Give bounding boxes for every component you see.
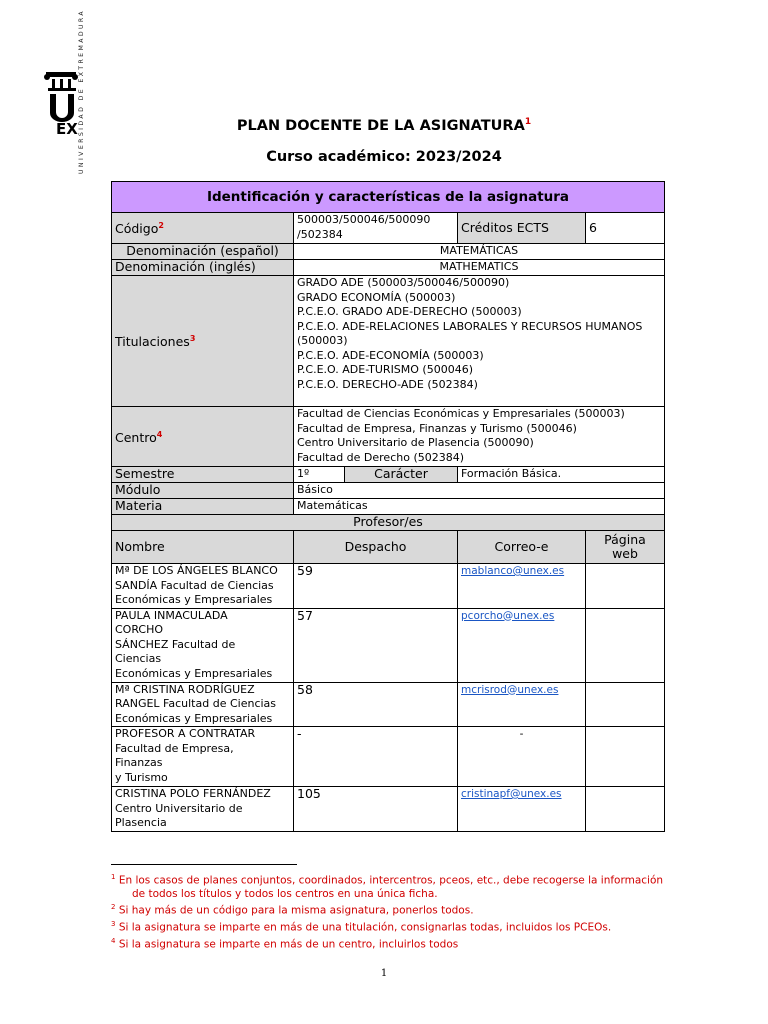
centre-item: Facultad de Ciencias Económicas y Empresariales (500003) — [297, 407, 625, 420]
degree-item: GRADO ECONOMÍA (500003) — [297, 290, 456, 304]
professor-name-line: Facultad de Empresa, — [115, 741, 234, 755]
degree-item: P.C.E.O. ADE-RELACIONES LABORALES Y RECURSOS HUMANOS — [297, 319, 643, 333]
logo-vertical-text: UNIVERSIDAD DE EXTREMADURA — [78, 8, 85, 174]
professor-name-line: SÁNCHEZ Facultad de — [115, 637, 236, 651]
footnote-number: 1 — [111, 873, 116, 881]
professor-email-link[interactable]: cristinapf@unex.es — [461, 788, 562, 800]
professor-name-line: Económicas y Empresariales — [115, 593, 273, 606]
professors-header: Profesor/es — [112, 515, 665, 531]
footnote-divider — [111, 864, 297, 865]
page-title — [0, 117, 768, 134]
footnote-text: En los casos de planes conjuntos, coordinados, intercentros, pceos, etc., debe recogerse la información — [118, 874, 664, 887]
footnote — [111, 918, 671, 935]
centre-label-text: Centro — [115, 429, 157, 445]
col-office-header: Despacho — [294, 531, 458, 564]
professor-office: 105 — [294, 787, 458, 832]
professor-name — [112, 682, 294, 727]
subject-label: Materia — [112, 499, 294, 515]
ects-value: 6 — [586, 213, 665, 244]
professor-name — [112, 787, 294, 832]
title-footnote-ref: 1 — [524, 117, 532, 127]
code-value — [294, 213, 458, 244]
degree-item: P.C.E.O. DERECHO-ADE (502384) — [297, 377, 478, 391]
professor-office: 59 — [294, 564, 458, 609]
identification-header: Identificación y características de la asignatura — [112, 182, 665, 213]
subject-table — [111, 181, 665, 832]
footnote-text: Si la asignatura se imparte en más de una titulación, consignarlas todas, incluidos los PCEOs. — [118, 921, 612, 934]
professor-name-line: Económicas y Empresariales — [115, 666, 273, 680]
professor-name-line: PROFESOR A CONTRATAR — [115, 727, 256, 740]
professor-name-line: Finanzas — [115, 756, 163, 769]
footnote — [111, 871, 671, 888]
centre-item: Facultad de Derecho (502384) — [297, 450, 465, 464]
semester-value: 1º — [294, 467, 345, 483]
professor-web — [586, 727, 665, 787]
footnote-number: 4 — [111, 936, 116, 945]
character-value: Formación Básica. — [458, 467, 665, 483]
logo-ex: EX — [56, 120, 78, 138]
degrees-label — [112, 276, 294, 407]
professor-email-cell — [458, 787, 586, 832]
degrees-list — [294, 276, 665, 407]
professor-email-link[interactable]: pcorcho@unex.es — [461, 609, 555, 622]
professor-email-cell — [458, 608, 586, 682]
name-en-label: Denominación (inglés) — [112, 260, 294, 276]
col-email-header: Correo-e — [458, 531, 586, 564]
professor-web — [586, 787, 665, 832]
professor-name — [112, 608, 294, 682]
professor-web — [586, 682, 665, 727]
footnote-number: 2 — [111, 903, 116, 912]
footnote-text: Si la asignatura se imparte en más de un centro, incluirlos todos — [118, 938, 459, 951]
footnote-continuation: de todos los títulos y todos los centros en una única ficha. — [132, 887, 438, 900]
professor-name-line: Centro Universitario de — [115, 801, 243, 815]
professor-name-line: Mª CRISTINA RODRÍGUEZ — [115, 682, 255, 696]
professor-email-link[interactable]: mablanco@unex.es — [461, 565, 565, 577]
degree-item: P.C.E.O. ADE-ECONOMÍA (500003) — [297, 348, 484, 362]
professor-name-line: CRISTINA POLO FERNÁNDEZ — [115, 787, 271, 800]
semester-label: Semestre — [112, 467, 294, 483]
professor-email-cell — [458, 564, 586, 609]
module-value: Básico — [294, 483, 665, 499]
code-label — [112, 213, 294, 244]
character-label: Carácter — [345, 467, 458, 483]
module-label: Módulo — [112, 483, 294, 499]
name-en-value: MATHEMATICS — [294, 260, 665, 276]
professor-email-cell: - — [458, 727, 586, 787]
ects-label: Créditos ECTS — [458, 213, 586, 244]
degree-item: (500003) — [297, 334, 348, 347]
course-year: Curso académico: 2023/2024 — [266, 149, 502, 165]
code-footnote-ref: 2 — [158, 221, 164, 231]
professor-name-line: Ciencias — [115, 652, 162, 665]
professor-email-cell — [458, 682, 586, 727]
footnotes — [111, 871, 671, 951]
professor-web — [586, 608, 665, 682]
professor-name-line: Económicas y Empresariales — [115, 711, 273, 725]
code-value-line: 500003/500046/500090 — [297, 213, 431, 226]
footnote — [111, 935, 671, 952]
professor-name-line: Mª DE LOS ÁNGELES BLANCO — [115, 564, 278, 577]
professor-web — [586, 564, 665, 609]
page-title-text: PLAN DOCENTE DE LA ASIGNATURA — [236, 117, 525, 134]
professor-name-line: SANDÍA Facultad de Ciencias — [115, 578, 274, 592]
centre-item: Centro Universitario de Plasencia (500090) — [297, 436, 534, 449]
name-es-label: Denominación (español) — [112, 244, 294, 260]
professor-name-line: y Turismo — [115, 770, 168, 784]
footnote-text: Si hay más de un código para la misma asignatura, ponerlos todos. — [118, 904, 474, 917]
code-label-text: Código — [115, 221, 159, 237]
page-number: 1 — [380, 968, 388, 979]
professor-name — [112, 727, 294, 787]
name-es-value: MATEMÁTICAS — [294, 244, 665, 260]
col-web-header — [586, 531, 665, 564]
professor-name-line: Plasencia — [115, 816, 167, 829]
professor-name-line: RANGEL Facultad de Ciencias — [115, 697, 277, 710]
professor-office: - — [294, 727, 458, 787]
degree-item: P.C.E.O. GRADO ADE-DERECHO (500003) — [297, 305, 522, 318]
degree-item: P.C.E.O. ADE-TURISMO (500046) — [297, 363, 474, 376]
centres-list — [294, 407, 665, 467]
col-web-header-line: web — [612, 546, 638, 561]
code-value-line: /502384 — [297, 227, 343, 241]
professor-name-line: PAULA INMACULADA — [115, 608, 228, 622]
subject-value: Matemáticas — [294, 499, 665, 515]
degrees-footnote-ref: 3 — [189, 334, 196, 344]
professor-office: 58 — [294, 682, 458, 727]
col-name-header: Nombre — [112, 531, 294, 564]
centre-label — [112, 407, 294, 467]
degree-item: GRADO ADE (500003/500046/500090) — [297, 276, 510, 289]
centre-footnote-ref: 4 — [156, 429, 163, 439]
footnote-number: 3 — [111, 919, 116, 928]
footnote — [111, 901, 671, 918]
professor-name-line: CORCHO — [115, 623, 164, 636]
professor-office: 57 — [294, 608, 458, 682]
col-web-header-line: Página — [604, 531, 646, 547]
professor-email-link[interactable]: mcrisrod@unex.es — [461, 683, 559, 696]
degrees-label-text: Titulaciones — [115, 334, 190, 350]
centre-item: Facultad de Empresa, Finanzas y Turismo (500046) — [297, 421, 577, 435]
professor-name — [112, 564, 294, 609]
